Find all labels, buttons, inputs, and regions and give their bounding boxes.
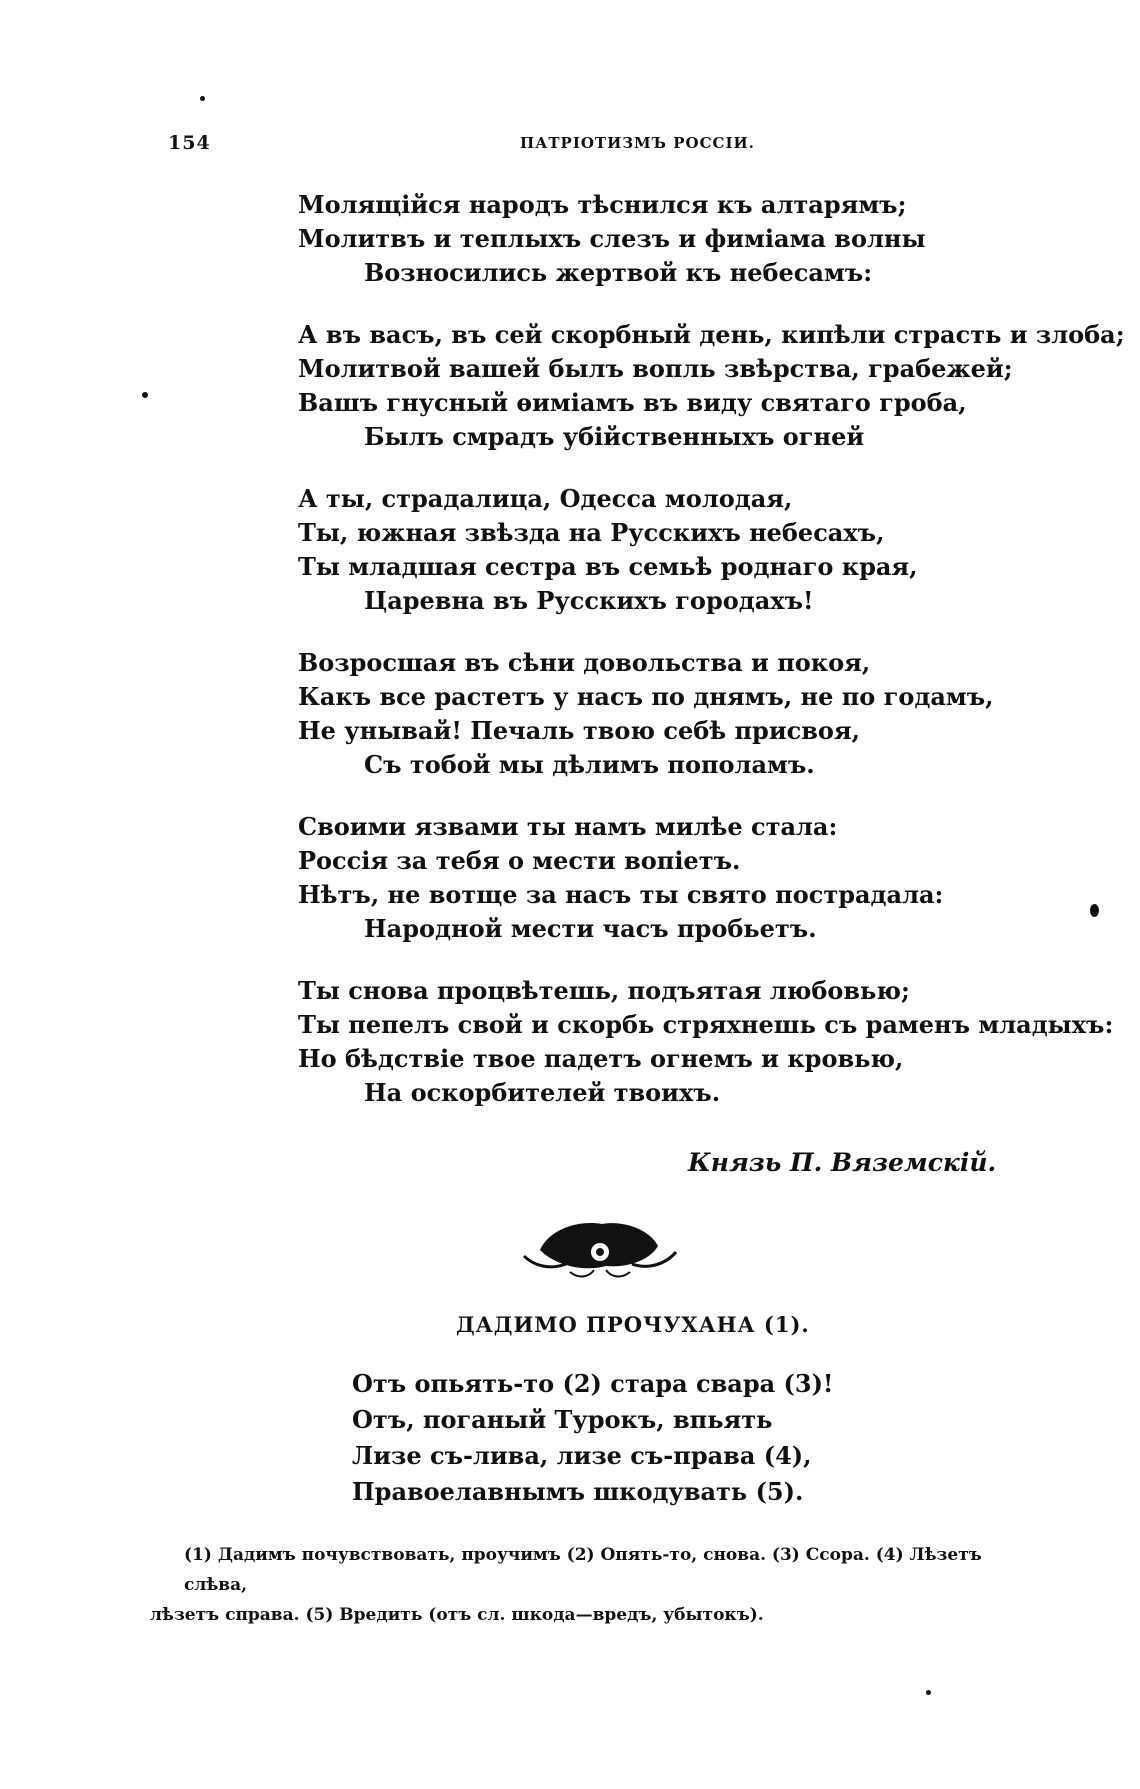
poem-line: Молитвой вашей былъ вопль звѣрства, грабежей; [298,354,1013,383]
poem-line: Царевна въ Русскихъ городахъ! [364,586,814,615]
poem-line: Молящійся народъ тѣснился къ алтарямъ; [298,190,907,219]
song-line: Отъ опьять-то (2) стара свара (3)! [352,1369,834,1398]
song-line: Правоелавнымъ шкодувать (5). [352,1477,804,1506]
poem-line: Ты пепелъ свой и скорбь стряхнешь съ раменъ младыхъ: [298,1010,1114,1039]
poem-line: Былъ смрадъ убійственныхъ огней [364,422,865,451]
poem-line: Какъ все растетъ у насъ по днямъ, не по годамъ, [298,682,994,711]
stanza [298,810,1058,946]
ink-speck [200,96,205,101]
ink-speck [142,392,148,398]
poem-line: Россія за тебя о мести вопіетъ. [298,846,741,875]
running-title: ПАТРІОТИЗМЪ РОССІИ. [520,134,755,152]
poem-line: Ты снова процвѣтешь, подъятая любовью; [298,976,910,1005]
page-header [0,132,1140,162]
page-number: 154 [168,132,211,154]
poem-line: Ты, южная звѣзда на Русскихъ небесахъ, [298,518,885,547]
stanza [298,318,1125,454]
poem [298,188,1125,1138]
poem-line: Не унывай! Печаль твою себѣ присвоя, [298,716,860,745]
poem-line: Ты младшая сестра въ семьѣ роднаго края, [298,552,918,581]
poem-line: Молитвъ и теплыхъ слезъ и фиміама волны [298,224,926,253]
poem-line: А въ васъ, въ сей скорбный день, кипѣли страсть и злоба; [298,320,1125,349]
vignette-ornament-icon [520,1212,680,1284]
poem-line: Возросшая въ сѣни довольства и покоя, [298,648,871,677]
stanza [298,482,1058,618]
poem-line: На оскорбителей твоихъ. [364,1078,721,1107]
poem-line: Народной мести часъ пробьетъ. [364,914,817,943]
stanza [298,188,1058,290]
stanza [298,646,1058,782]
footnote-line: (1) Дадимъ почувствовать, проучимъ (2) Опять-то, снова. (3) Ссора. (4) Лѣзетъ слѣва, [184,1545,982,1595]
song [352,1366,833,1510]
poem-line: Вашъ гнусный ѳиміамъ въ виду святаго гроба, [298,388,967,417]
ink-speck [1090,904,1099,917]
ink-speck [926,1690,931,1695]
stanza [298,974,1114,1110]
author-signature: Князь П. Вяземскій. [688,1148,997,1177]
footnote-line: лѣзетъ справа. (5) Вредить (отъ сл. шкода—вредъ, убытокъ). [150,1605,764,1625]
song-line: Отъ, поганый Турокъ, впьять [352,1405,773,1434]
poem-line: А ты, страдалица, Одесса молодая, [298,484,793,513]
song-line: Лизе съ-лива, лизе съ-права (4), [352,1441,812,1470]
poem-line: Своими язвами ты намъ милѣе стала: [298,812,838,841]
song-title: ДАДИМО ПРОЧУХАНА (1). [456,1312,810,1337]
poem-line: Возносились жертвой къ небесамъ: [364,258,873,287]
poem-line: Но бѣдствіе твое падетъ огнемъ и кровью, [298,1044,904,1073]
footnote [150,1540,1030,1630]
poem-line: Съ тобой мы дѣлимъ пополамъ. [364,750,815,779]
poem-line: Нѣтъ, не вотще за насъ ты свято пострадала: [298,880,944,909]
